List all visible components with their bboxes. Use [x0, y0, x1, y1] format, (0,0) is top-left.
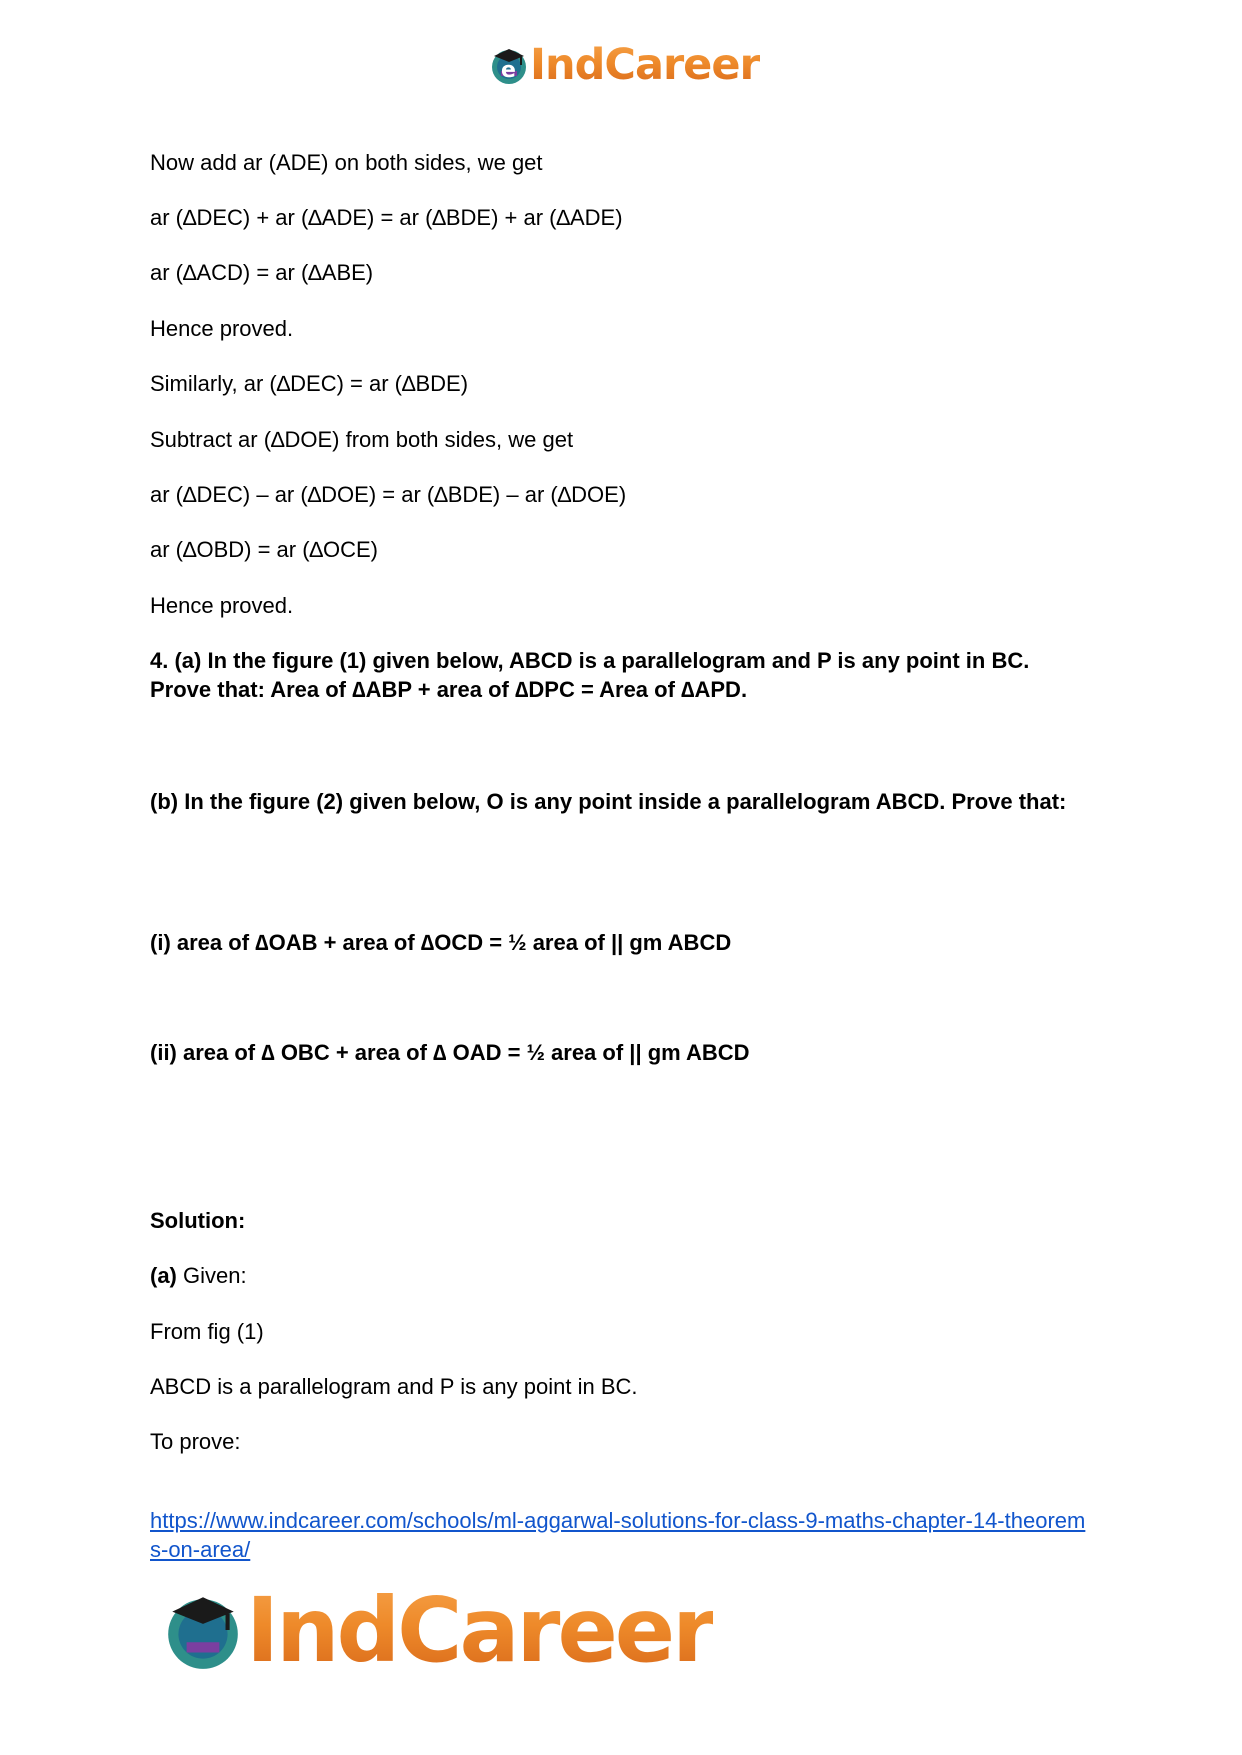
text-line: To prove:	[150, 1429, 241, 1454]
logo-wordmark: IndCareer	[246, 1578, 714, 1682]
text-line: ar (∆OBD) = ar (∆OCE)	[150, 537, 378, 562]
text-line: ar (∆DEC) – ar (∆DOE) = ar (∆BDE) – ar (∆DOE)	[150, 482, 627, 507]
logo-wordmark: IndCareer	[530, 40, 760, 90]
indcareer-logo-header	[488, 40, 760, 90]
question-4a: 4. (a) In the figure (1) given below, ABCD is a parallelogram and P is any point in BC. Prove that: Area of ∆ABP + area of ∆DPC = Area of ∆APD.	[150, 648, 1030, 702]
text-line: ABCD is a parallelogram and P is any point in BC.	[150, 1374, 638, 1399]
text-line: Now add ar (ADE) on both sides, we get	[150, 150, 543, 175]
text-line: Hence proved.	[150, 316, 294, 341]
part-a-given	[150, 1261, 1090, 1290]
svg-text:e: e	[501, 58, 516, 83]
question-4b-ii: (ii) area of ∆ OBC + area of ∆ OAD = ½ area of || gm ABCD	[150, 1040, 750, 1065]
solution-heading: Solution:	[150, 1208, 246, 1233]
text-line: Similarly, ar (∆DEC) = ar (∆BDE)	[150, 371, 469, 396]
given-label: Given:	[176, 1263, 247, 1288]
text-line: From fig (1)	[150, 1319, 264, 1344]
text-line: Subtract ar (∆DOE) from both sides, we get	[150, 427, 574, 452]
text-line: Hence proved.	[150, 593, 294, 618]
source-url-link[interactable]: https://www.indcareer.com/schools/ml-aggarwal-solutions-for-class-9-maths-chapter-14-theorems-on-area/	[150, 1508, 1086, 1562]
text-line: ar (∆ACD) = ar (∆ABE)	[150, 260, 374, 285]
part-a-label: (a)	[150, 1263, 177, 1288]
question-4b-i: (i) area of ∆OAB + area of ∆OCD = ½ area of || gm ABCD	[150, 930, 732, 955]
indcareer-logo-footer	[160, 1578, 713, 1682]
graduate-globe-icon	[488, 44, 530, 86]
text-line: ar (∆DEC) + ar (∆ADE) = ar (∆BDE) + ar (∆ADE)	[150, 205, 623, 230]
question-4b: (b) In the figure (2) given below, O is any point inside a parallelogram ABCD. Prove that:	[150, 789, 1067, 814]
graduate-globe-icon	[160, 1587, 246, 1673]
